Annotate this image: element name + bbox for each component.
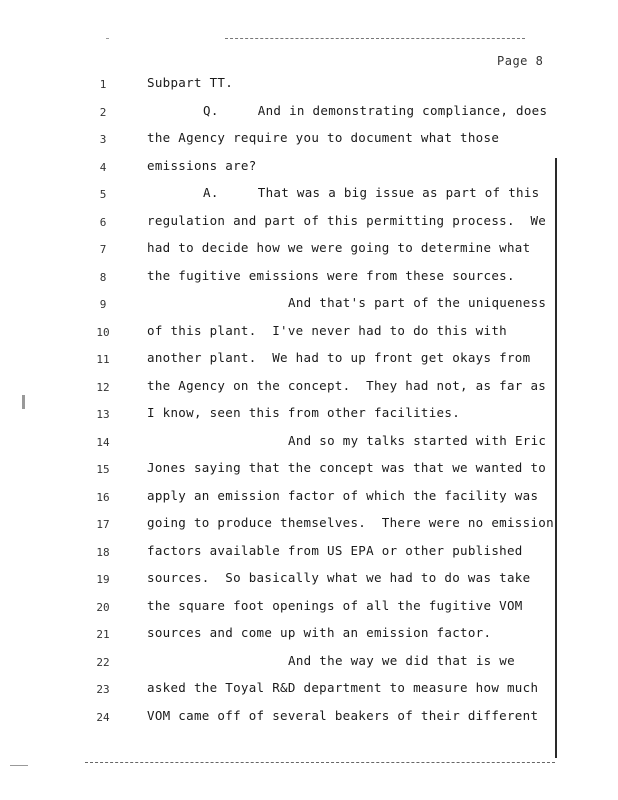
right-margin-rule — [555, 158, 557, 758]
line-number: 4 — [99, 160, 107, 174]
line-text: had to decide how we were going to determine what — [147, 240, 531, 255]
transcript-line — [0, 543, 560, 563]
line-number: 11 — [96, 353, 110, 366]
transcript-line — [0, 295, 560, 315]
line-text: the fugitive emissions were from these sources. — [147, 267, 515, 283]
line-text: VOM came off of several beakers of their different — [147, 707, 539, 723]
transcript-line — [0, 488, 560, 508]
line-text: factors available from US EPA or other published — [147, 542, 523, 558]
line-number: 10 — [96, 325, 110, 339]
transcript-line — [0, 268, 560, 288]
line-number: 19 — [96, 573, 110, 586]
header-rule — [225, 38, 525, 39]
line-text: sources. So basically what we had to do was take — [147, 570, 531, 585]
transcript-line — [0, 185, 560, 205]
line-number: 3 — [99, 133, 107, 146]
line-number: 17 — [96, 518, 110, 531]
line-number: 18 — [96, 545, 110, 559]
line-number: 9 — [99, 298, 107, 311]
line-number: 8 — [99, 270, 107, 284]
transcript-line — [0, 653, 560, 673]
line-text: Jones saying that the concept was that we wanted to — [147, 460, 547, 475]
line-number: 2 — [99, 105, 107, 119]
scan-mark — [10, 765, 28, 766]
transcript-line — [0, 130, 560, 150]
line-text: A. That was a big issue as part of this — [203, 185, 540, 200]
line-number: 14 — [96, 435, 110, 449]
scan-mark — [106, 38, 109, 39]
line-text: sources and come up with an emission factor. — [147, 625, 492, 640]
line-number: 5 — [99, 188, 107, 201]
transcript-line — [0, 515, 560, 535]
line-text: Q. And in demonstrating compliance, does — [203, 102, 548, 118]
transcript-line — [0, 680, 560, 700]
line-text: the Agency on the concept. They had not, as far as — [147, 377, 547, 393]
transcript-line — [0, 350, 560, 370]
transcript-line — [0, 598, 560, 618]
line-text: And so my talks started with Eric — [288, 432, 547, 448]
transcript-line — [0, 323, 560, 343]
scan-mark — [22, 395, 25, 409]
line-text: another plant. We had to up front get okays from — [147, 350, 531, 365]
transcript-line — [0, 708, 560, 728]
line-number: 23 — [96, 683, 110, 696]
line-text: the square foot openings of all the fugitive VOM — [147, 597, 523, 613]
line-text: And that's part of the uniqueness — [288, 295, 547, 310]
transcript-line — [0, 240, 560, 260]
line-number: 24 — [96, 710, 110, 724]
line-number: 6 — [99, 215, 107, 229]
line-number: 15 — [96, 463, 110, 476]
line-number: 12 — [96, 380, 110, 394]
line-text: asked the Toyal R&D department to measure how much — [147, 680, 539, 695]
transcript-line — [0, 460, 560, 480]
line-text: emissions are? — [147, 157, 257, 173]
transcript-line — [0, 103, 560, 123]
line-text: going to produce themselves. There were no emission — [147, 515, 554, 530]
transcript-line — [0, 433, 560, 453]
line-text: Subpart TT. — [147, 75, 234, 90]
transcript-line — [0, 158, 560, 178]
line-number: 22 — [96, 655, 110, 669]
transcript-line — [0, 570, 560, 590]
line-text: And the way we did that is we — [288, 652, 515, 668]
line-text: the Agency require you to document what those — [147, 130, 500, 145]
line-number: 7 — [99, 243, 107, 256]
page-number: Page 8 — [497, 54, 544, 68]
transcript-line — [0, 213, 560, 233]
transcript-line — [0, 405, 560, 425]
line-text: regulation and part of this permitting process. We — [147, 212, 547, 228]
line-number: 1 — [99, 78, 107, 91]
transcript-line — [0, 378, 560, 398]
line-text: of this plant. I've never had to do this with — [147, 322, 507, 338]
line-number: 13 — [96, 408, 110, 421]
line-number: 21 — [96, 628, 110, 641]
line-number: 20 — [96, 600, 110, 614]
line-text: I know, seen this from other facilities. — [147, 405, 461, 420]
line-number: 16 — [96, 490, 110, 504]
transcript-line — [0, 75, 560, 95]
transcript-line — [0, 625, 560, 645]
line-text: apply an emission factor of which the facility was — [147, 487, 539, 503]
footer-rule — [85, 762, 555, 763]
